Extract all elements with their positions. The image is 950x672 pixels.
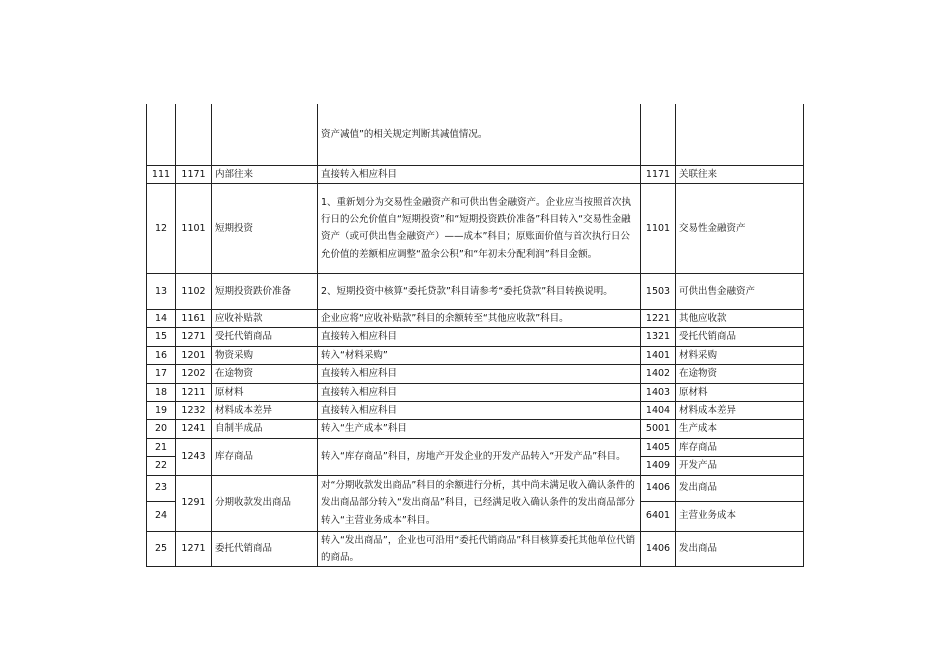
new-account-name: 交易性金融资产: [676, 183, 804, 273]
new-account-code: 1221: [641, 309, 676, 327]
table-row: [147, 531, 804, 567]
new-account-name: 发出商品: [676, 475, 804, 501]
new-account-name: 关联往来: [676, 165, 804, 183]
row-number: 111: [147, 165, 176, 183]
old-account-code: 1161: [176, 309, 212, 327]
conversion-description: 直接转入相应科目: [318, 401, 641, 419]
new-account-name: 在途物资: [676, 365, 804, 383]
conversion-description: 转入“材料采购”: [318, 346, 641, 364]
new-account-name: 材料成本差异: [676, 401, 804, 419]
new-account-code: 5001: [641, 420, 676, 438]
old-account-code: 1171: [176, 165, 212, 183]
old-account-name: 受托代销商品: [212, 328, 318, 346]
row-number: 24: [147, 501, 176, 531]
table-row: [147, 309, 804, 327]
conversion-description: 转入“库存商品”科目，房地产开发企业的开发产品转入“开发产品”科目。: [318, 438, 641, 475]
new-account-name: 受托代销商品: [676, 328, 804, 346]
new-account-code: 1171: [641, 165, 676, 183]
new-account-code: 1406: [641, 531, 676, 567]
old-account-code: 1201: [176, 346, 212, 364]
new-account-code: 1402: [641, 365, 676, 383]
old-account-code: 1241: [176, 420, 212, 438]
cell-new-name: [676, 104, 804, 165]
row-number: 20: [147, 420, 176, 438]
old-account-code: 1291: [176, 475, 212, 531]
new-account-code: 1406: [641, 475, 676, 501]
row-number: 13: [147, 273, 176, 309]
table-row: [147, 438, 804, 456]
conversion-description: 1、重新划分为交易性金融资产和可供出售金融资产。企业应当按照首次执行日的公允价值自“短期投资”和“短期投资跌价准备”科目转入“交易性金融资产（或可供出售金融资产）——成本”科目；原账面价值与首次执行日公允价值的差额相应调整“盈余公积”和“年初未分配利润”科目金额。: [318, 183, 641, 273]
new-account-code: 1321: [641, 328, 676, 346]
old-account-name: 物资采购: [212, 346, 318, 364]
old-account-name: 分期收款发出商品: [212, 475, 318, 531]
old-account-code: 1271: [176, 531, 212, 567]
table-row: [147, 420, 804, 438]
row-number: 19: [147, 401, 176, 419]
new-account-name: 库存商品: [676, 438, 804, 456]
conversion-description: 企业应将“应收补贴款”科目的余额转至“其他应收款”科目。: [318, 309, 641, 327]
new-account-name: 可供出售金融资产: [676, 273, 804, 309]
table-row: [147, 183, 804, 273]
old-account-code: 1101: [176, 183, 212, 273]
old-account-code: 1271: [176, 328, 212, 346]
new-account-name: 材料采购: [676, 346, 804, 364]
conversion-description: 转入“发出商品”，企业也可沿用“委托代销商品”科目核算委托其他单位代销的商品。: [318, 531, 641, 567]
new-account-code: 6401: [641, 501, 676, 531]
continuation-row: [147, 104, 804, 165]
row-number: 22: [147, 457, 176, 475]
new-account-code: 1503: [641, 273, 676, 309]
conversion-description: 直接转入相应科目: [318, 165, 641, 183]
old-account-name: 内部往来: [212, 165, 318, 183]
conversion-description: 直接转入相应科目: [318, 328, 641, 346]
row-number: 18: [147, 383, 176, 401]
conversion-description: 2、短期投资中核算“委托贷款”科目请参考“委托贷款”科目转换说明。: [318, 273, 641, 309]
table-row: [147, 475, 804, 501]
old-account-name: 原材料: [212, 383, 318, 401]
row-number: 25: [147, 531, 176, 567]
old-account-code: 1243: [176, 438, 212, 475]
old-account-name: 应收补贴款: [212, 309, 318, 327]
table-row: [147, 401, 804, 419]
new-account-name: 主营业务成本: [676, 501, 804, 531]
new-account-code: 1101: [641, 183, 676, 273]
row-number: 15: [147, 328, 176, 346]
conversion-description: 直接转入相应科目: [318, 383, 641, 401]
conversion-description: 直接转入相应科目: [318, 365, 641, 383]
new-account-code: 1403: [641, 383, 676, 401]
table-row: [147, 346, 804, 364]
table-row: [147, 273, 804, 309]
conversion-description: 对“分期收款发出商品”科目的余额进行分析，其中尚未满足收入确认条件的发出商品部分转入“发出商品”科目，已经满足收入确认条件的发出商品部分转入“主营业务成本”科目。: [318, 475, 641, 531]
continuation-text: 资产减值”的相关规定判断其减值情况。: [318, 104, 641, 165]
new-account-name: 发出商品: [676, 531, 804, 567]
cell-new-code: [641, 104, 676, 165]
old-account-name: 在途物资: [212, 365, 318, 383]
old-account-code: 1102: [176, 273, 212, 309]
old-account-code: 1211: [176, 383, 212, 401]
old-account-name: 短期投资: [212, 183, 318, 273]
table-row: [147, 365, 804, 383]
old-account-name: 委托代销商品: [212, 531, 318, 567]
new-account-name: 开发产品: [676, 457, 804, 475]
new-account-name: 生产成本: [676, 420, 804, 438]
cell-old-code: [176, 104, 212, 165]
old-account-code: 1232: [176, 401, 212, 419]
old-account-name: 短期投资跌价准备: [212, 273, 318, 309]
new-account-code: 1404: [641, 401, 676, 419]
cell-no: [147, 104, 176, 165]
row-number: 21: [147, 438, 176, 456]
table-row: [147, 383, 804, 401]
conversion-description: 转入“生产成本”科目: [318, 420, 641, 438]
old-account-name: 自制半成品: [212, 420, 318, 438]
old-account-code: 1202: [176, 365, 212, 383]
old-account-name: 材料成本差异: [212, 401, 318, 419]
new-account-name: 其他应收款: [676, 309, 804, 327]
new-account-name: 原材料: [676, 383, 804, 401]
row-number: 12: [147, 183, 176, 273]
old-account-name: 库存商品: [212, 438, 318, 475]
row-number: 23: [147, 475, 176, 501]
table-row: [147, 328, 804, 346]
table-row: [147, 165, 804, 183]
row-number: 17: [147, 365, 176, 383]
cell-old-name: [212, 104, 318, 165]
account-conversion-table: [146, 104, 804, 567]
new-account-code: 1409: [641, 457, 676, 475]
new-account-code: 1401: [641, 346, 676, 364]
row-number: 16: [147, 346, 176, 364]
new-account-code: 1405: [641, 438, 676, 456]
row-number: 14: [147, 309, 176, 327]
